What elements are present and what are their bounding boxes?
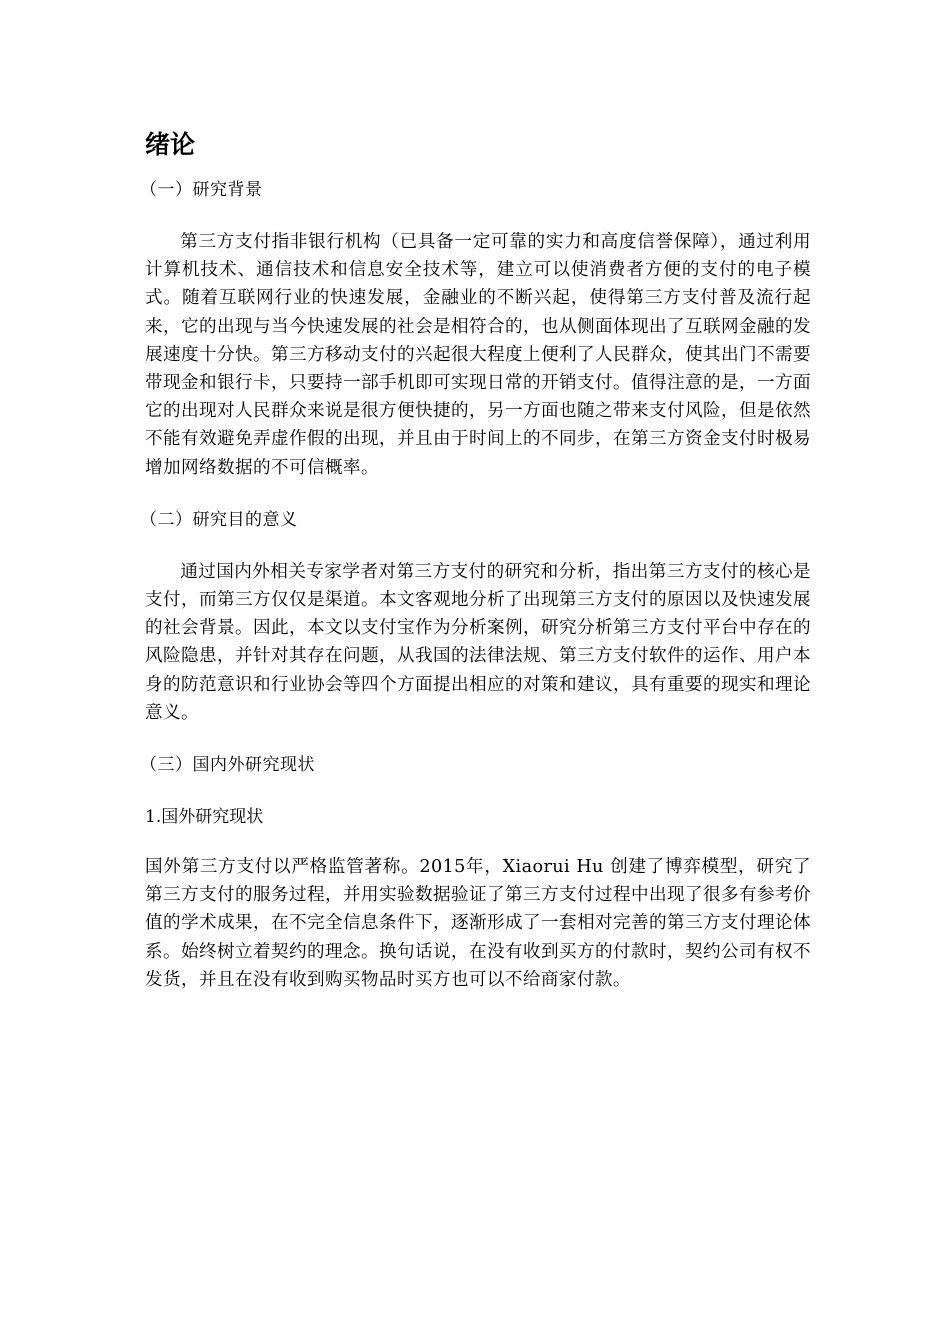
section-heading-purpose: （二）研究目的意义 <box>140 509 298 530</box>
paragraph-foreign-research: 国外第三方支付以严格监管著称。2015年，Xiaorui Hu 创建了博弈模型，研究了第三方支付的服务过程，并用实验数据验证了第三方支付过程中出现了很多有参考价值的学术成果，在不完全信息条件下，逐渐形成了一套相对完善的第三方支付理论体系。始终树立着契约的理念。换句话说，在没有收到买方的付款时，契约公司有权不发货，并且在没有收到购买物品时买方也可以不给商家付款。 <box>145 857 811 990</box>
chapter-title: 绪论 <box>145 130 196 159</box>
paragraph-background: 第三方支付指非银行机构（已具备一定可靠的实力和高度信誉保障），通过利用计算机技术、通信技术和信息安全技术等，建立可以使消费者方便的支付的电子模式。随着互联网行业的快速发展，金融业的不断兴起，使得第三方支付普及流行起来，它的出现与当今快速发展的社会是相符合的，也从侧面体现出了互联网金融的发展速度十分快。第三方移动支付的兴起很大程度上便利了人民群众，使其出门不需要带现金和银行卡，只要持一部手机即可实现日常的开销支付。值得注意的是，一方面它的出现对人民群众来说是很方便快捷的，另一方面也随之带来支付风险，但是依然不能有效避免弄虚作假的出现，并且由于时间上的不同步，在第三方资金支付时极易增加网络数据的不可信概率。 <box>145 232 811 478</box>
section-heading-research-status: （三）国内外研究现状 <box>140 755 315 776</box>
paragraph-purpose: 通过国内外相关专家学者对第三方支付的研究和分析，指出第三方支付的核心是支付，而第三方仅仅是渠道。本文客观地分析了出现第三方支付的原因以及快速发展的社会背景。因此，本文以支付宝作为分析案例，研究分析第三方支付平台中存在的风险隐患，并针对其存在问题，从我国的法律法规、第三方支付软件的运作、用户本身的防范意识和行业协会等四个方面提出相应的对策和建议，具有重要的现实和理论意义。 <box>145 561 811 723</box>
subheading-foreign-research: 1.国外研究现状 <box>145 807 264 828</box>
section-heading-background: （一）研究背景 <box>140 180 263 200</box>
document-body <box>140 128 811 1018</box>
